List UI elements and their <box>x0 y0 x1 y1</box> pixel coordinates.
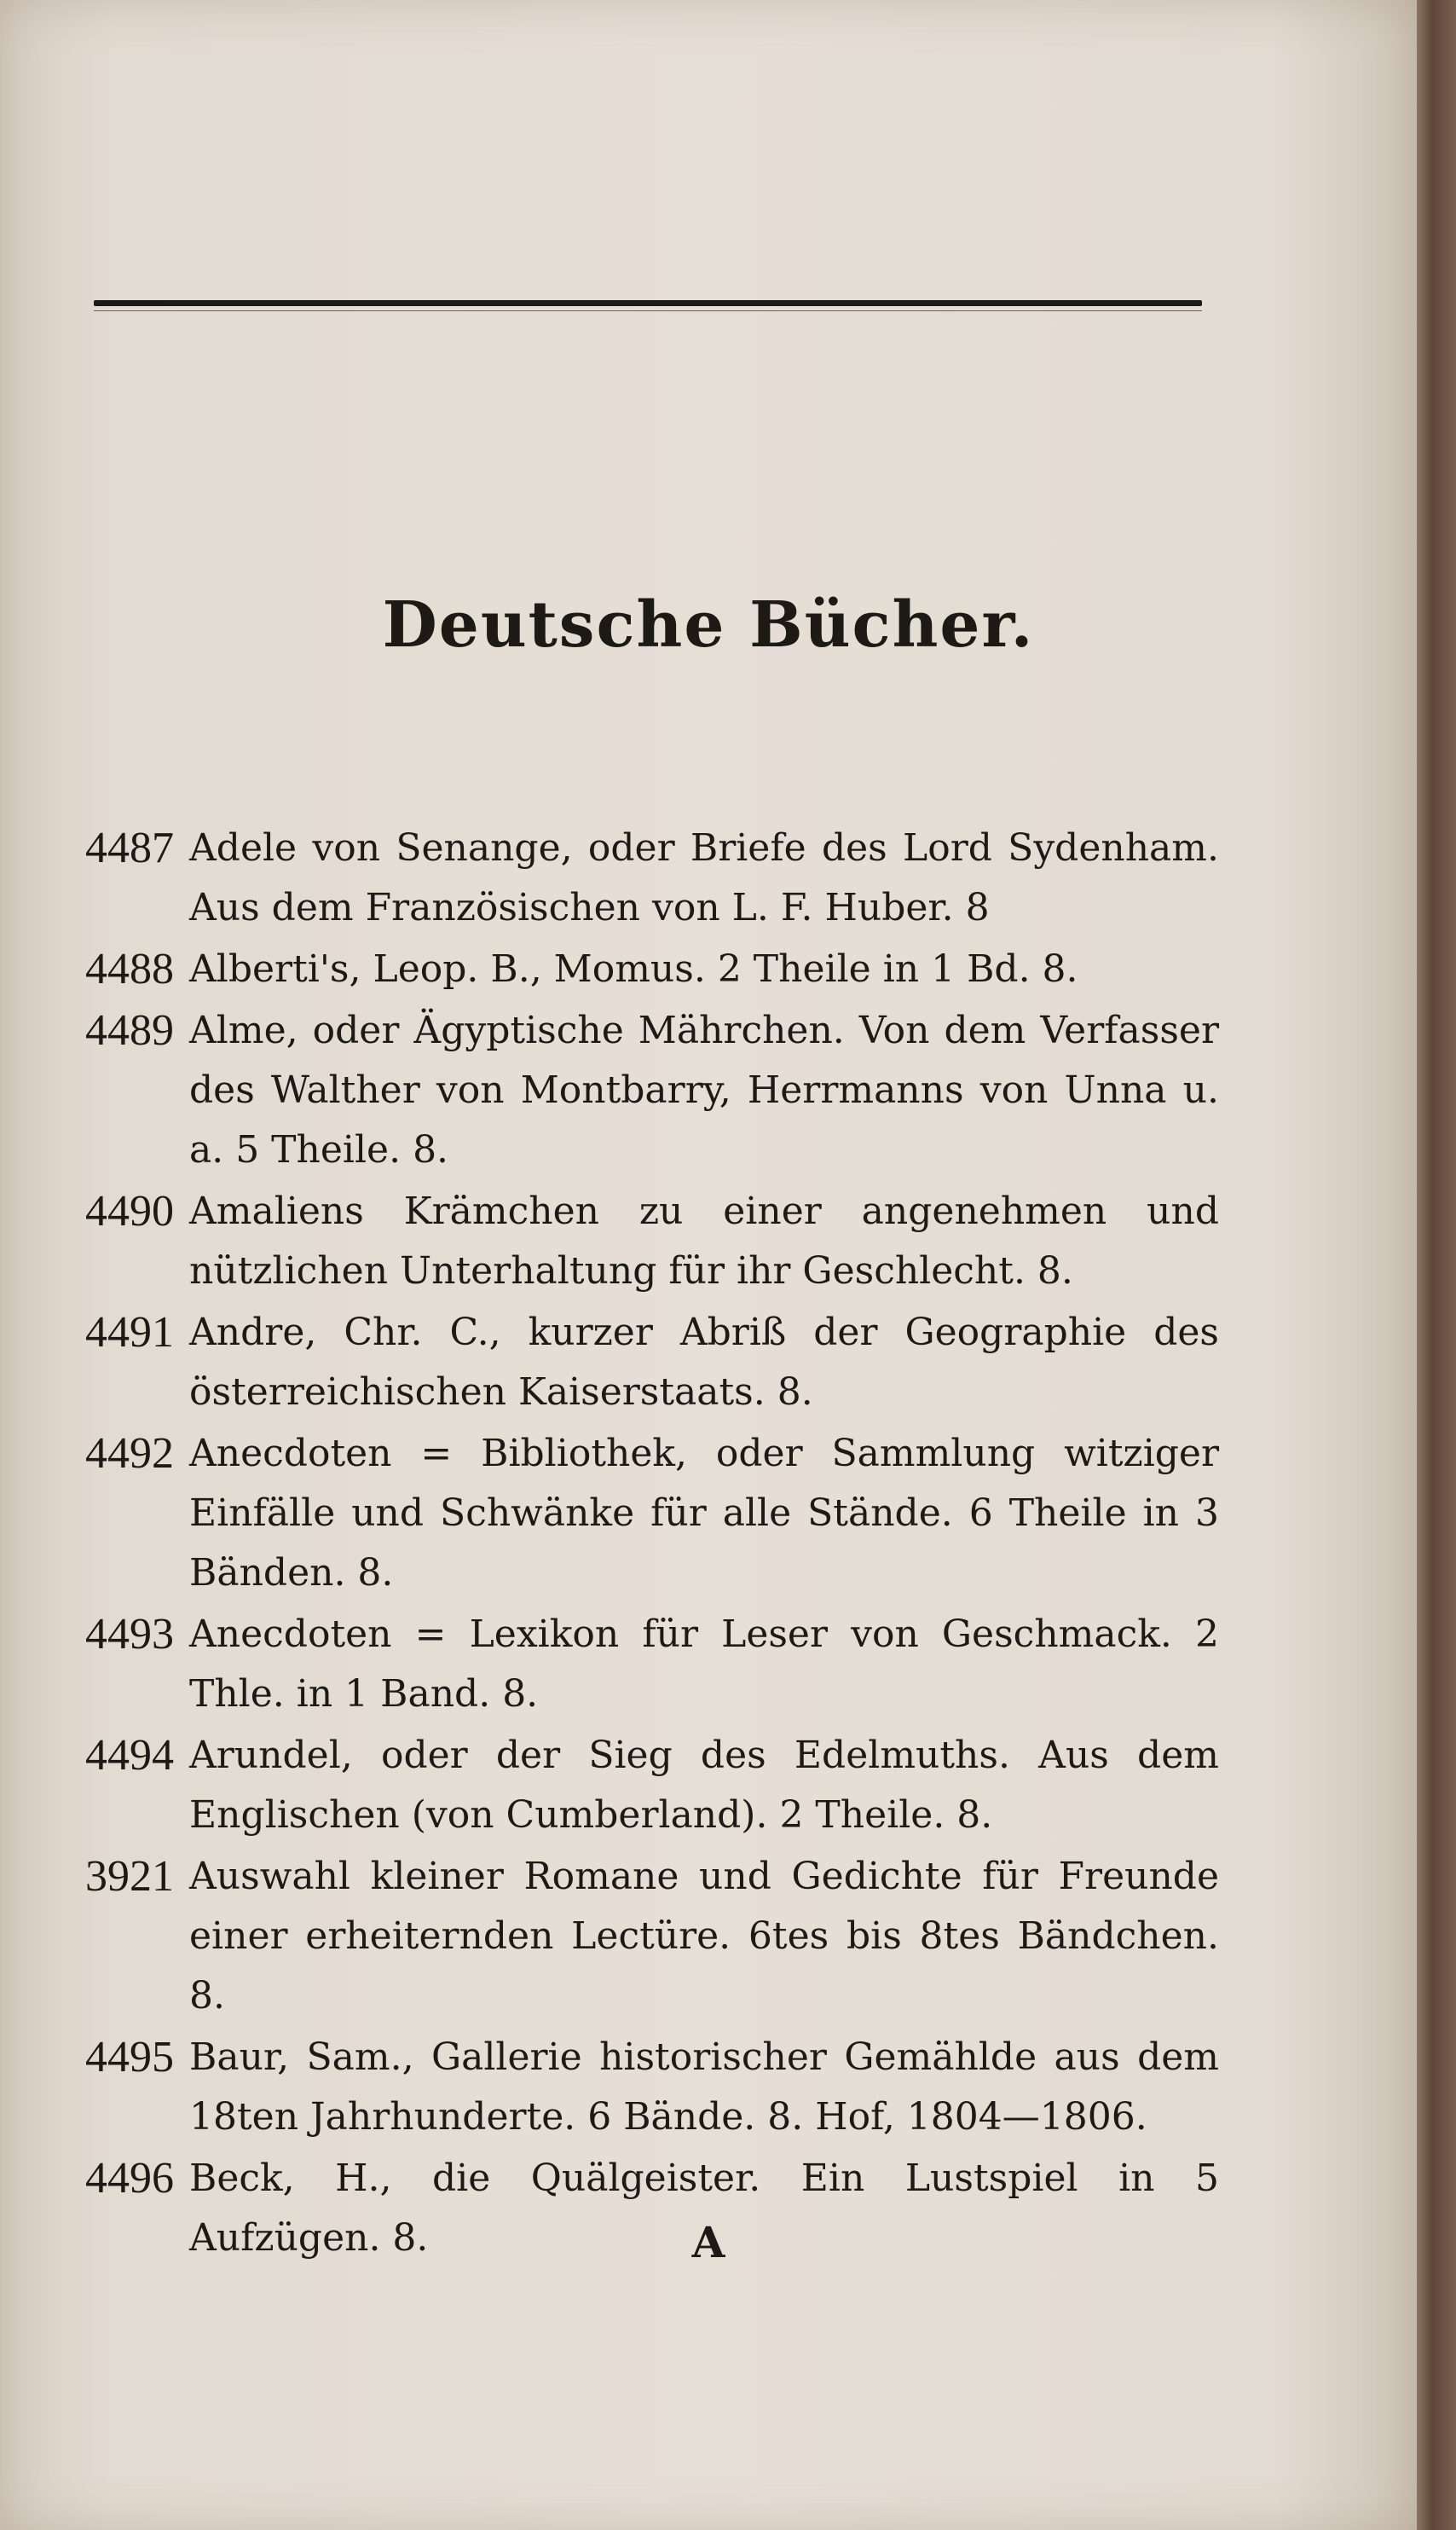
entry-number: 4487 <box>85 824 174 872</box>
entry-number: 4488 <box>85 945 174 993</box>
entry-text: Anecdoten = Lexikon für Leser von Geschmack. 2 Thle. in 1 Band. 8. <box>189 1612 1219 1716</box>
entry-text: Auswahl kleiner Romane und Gedichte für Freunde einer erheiternden Lectüre. 6tes bis 8tes Bändchen. 8. <box>189 1855 1219 2018</box>
entry-text: Beck, H., die Quälgeister. Ein Lustspiel in 5 Aufzügen. 8. <box>189 2157 1219 2260</box>
entry-text: Arundel, oder der Sieg des Edelmuths. Aus dem Englischen (von Cumberland). 2 Theile. 8. <box>189 1734 1219 1837</box>
signature-mark: A <box>691 2217 725 2267</box>
catalog-entry <box>85 1303 1219 1422</box>
entry-text: Baur, Sam., Gallerie historischer Gemählde aus dem 18ten Jahrhunderte. 6 Bände. 8. Hof, 1804—1806. <box>189 2035 1219 2139</box>
entry-text: Alme, oder Ägyptische Mährchen. Von dem Verfasser des Walther von Montbarry, Herrmanns von Unna u. a. 5 Theile. 8. <box>189 1009 1219 1172</box>
catalog-entry <box>85 2028 1219 2147</box>
page-heading: Deutsche Bücher. <box>382 588 1035 662</box>
book-spine-edge <box>1417 0 1456 2530</box>
catalog-entry <box>85 1424 1219 1603</box>
entry-number: 4491 <box>85 1308 174 1357</box>
entry-number: 4494 <box>85 1731 174 1780</box>
header-rule-thin <box>94 310 1202 311</box>
catalog-entry <box>85 1726 1219 1845</box>
entry-text: Andre, Chr. C., kurzer Abriß der Geographie des österreichischen Kaiserstaats. 8. <box>189 1311 1219 1414</box>
entry-text: Adele von Senange, oder Briefe des Lord Sydenham. Aus dem Französischen von L. F. Huber. 8 <box>189 826 1219 929</box>
header-rule <box>94 300 1202 306</box>
entry-number: 3921 <box>85 1852 174 1901</box>
entry-number: 4489 <box>85 1006 174 1055</box>
entry-text: Amaliens Krämchen zu einer angenehmen und nützlichen Unterhaltung für ihr Geschlecht. 8. <box>189 1190 1219 1293</box>
catalog-entry <box>85 1001 1219 1180</box>
catalog-entry <box>85 1182 1219 1301</box>
catalog-entry <box>85 1605 1219 1724</box>
catalog-entry <box>85 1847 1219 2026</box>
entry-number: 4495 <box>85 2033 174 2081</box>
entry-number: 4496 <box>85 2154 174 2203</box>
catalog-entries <box>85 819 1219 2270</box>
entry-number: 4492 <box>85 1429 174 1478</box>
entry-text: Alberti's, Leop. B., Momus. 2 Theile in 1 Bd. 8. <box>189 947 1078 991</box>
entry-number: 4493 <box>85 1610 174 1659</box>
catalog-entry <box>85 940 1219 999</box>
catalog-entry <box>85 819 1219 938</box>
entry-text: Anecdoten = Bibliothek, oder Sammlung witziger Einfälle und Schwänke für alle Stände. 6 Theile in 3 Bänden. 8. <box>189 1432 1219 1595</box>
entry-number: 4490 <box>85 1187 174 1236</box>
